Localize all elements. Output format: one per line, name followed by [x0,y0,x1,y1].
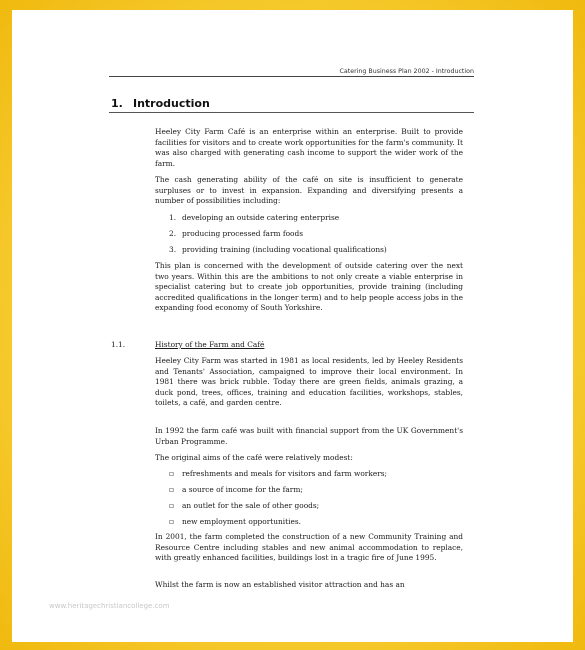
history-paragraph-2: In 1992 the farm café was built with financial support from the UK Government's Urban Programme. [155,426,463,446]
bullet-icon: ▫ [169,501,175,510]
history-paragraph-1: Heeley City Farm was started in 1981 as local residents, led by Heeley Residents and Tenants' Association, campaigned to improve their local environment. In 1981 there was brick rubble. Today there are green fields, animals grazing, a duck pond, trees, offices, training and education facilities, workshops, stables, toilets, a café, and garden centre. [155,356,463,407]
bullet-icon: ▫ [169,485,175,494]
subsection-title: History of the Farm and Café [155,340,265,349]
watermark: www.heritagechristiancollege.com [49,602,170,610]
document-page [12,10,573,642]
bullet-item: ▫ refreshments and meals for visitors and farm workers; [169,469,388,478]
intro-paragraph-2: The cash generating ability of the café on site is insufficient to generate surpluses or to invest in expansion. Expanding and diversifying presents a number of possibilities including: [155,175,463,205]
header-rule [109,76,474,77]
section-number: 1. [111,97,123,110]
list-item: 1. developing an outside catering enterprise [169,213,340,222]
section-heading [111,97,210,110]
subsection-number: 1.1. [111,340,126,349]
bullet-item: ▫ an outlet for the sale of other goods; [169,501,320,510]
heading-rule [109,112,474,113]
list-item: 3. providing training (including vocational qualifications) [169,245,387,254]
bullet-item: ▫ new employment opportunities. [169,517,301,526]
history-paragraph-4: In 2001, the farm completed the construction of a new Community Training and Resource Centre including stables and new animal accommodation to replace, with greatly enhanced facilities, buildings lost in a tragic fire of June 1995. [155,532,463,562]
bullet-icon: ▫ [169,517,175,526]
list-item: 2. producing processed farm foods [169,229,304,238]
bullet-item: ▫ a source of income for the farm; [169,485,303,494]
bullet-icon: ▫ [169,469,175,478]
intro-paragraph-1: Heeley City Farm Café is an enterprise within an enterprise. Built to provide facilities for visitors and to create work opportunities for the farm's community. It was also charged with generating cash income to support the wider work of the farm. [155,127,463,168]
section-title: Introduction [133,97,210,110]
running-header: Catering Business Plan 2002 - Introduction [339,68,474,75]
intro-paragraph-3: This plan is concerned with the development of outside catering over the next two years. Within this are the ambitions to not only create a viable enterprise in specialist catering but to create job opportunities, provide training (including accredited qualifications in the longer term) and to help people access jobs in the expanding food economy of South Yorkshire. [155,261,463,312]
history-paragraph-3: The original aims of the café were relatively modest: [155,453,353,462]
history-paragraph-5: Whilst the farm is now an established visitor attraction and has an [155,580,405,589]
